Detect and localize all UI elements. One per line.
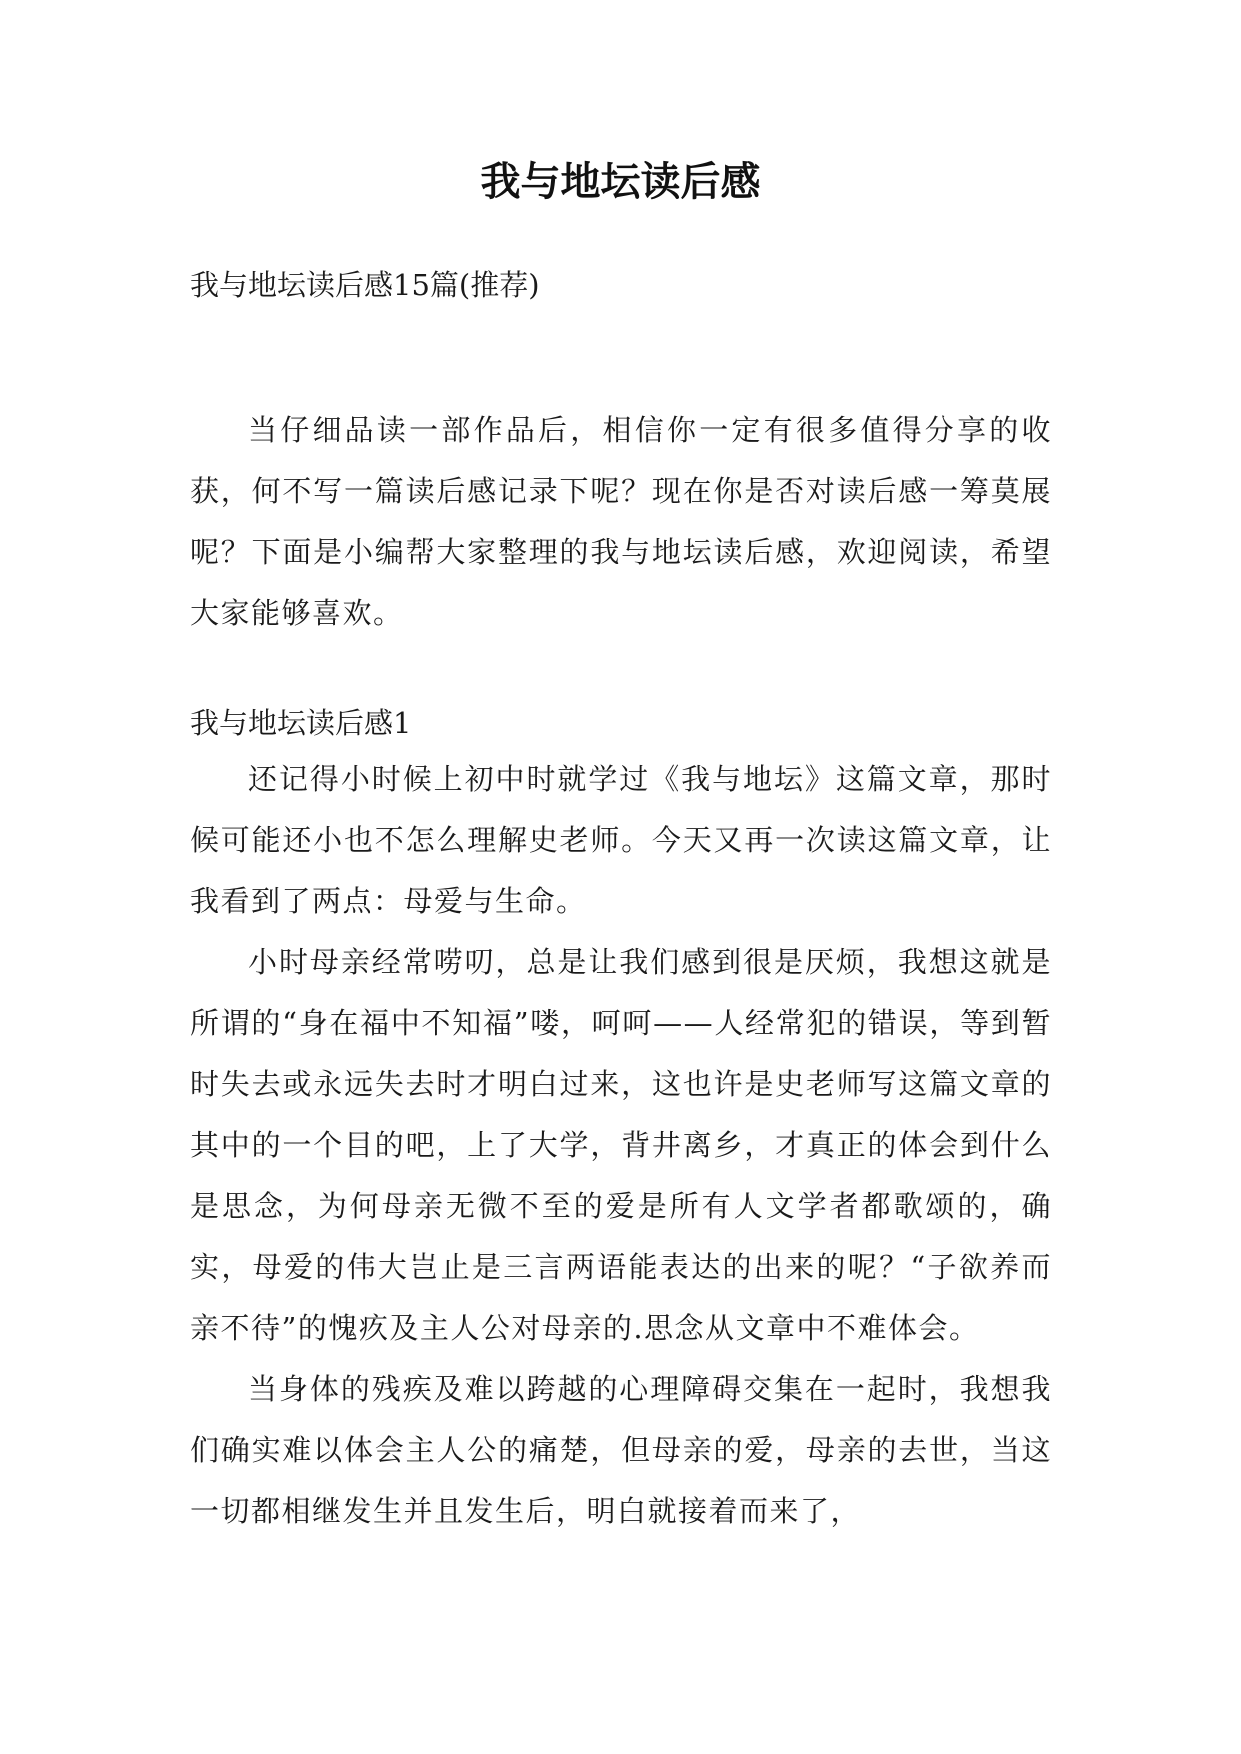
document-title: 我与地坛读后感 xyxy=(480,159,761,205)
body-paragraph: 小时母亲经常唠叨，总是让我们感到很是厌烦，我想这就是所谓的“身在福中不知福”喽，呵呵——人经常犯的错误，等到暂时失去或永远失去时才明白过来，这也许是史老师写这篇文章的其中的一个目的吧，上了大学，背井离乡，才真正的体会到什么是思念，为何母亲无微不至的爱是所有人文学者都歌颂的，确实，母爱的伟大岂止是三言两语能表达的出来的呢？“子欲养而亲不待”的愧疚及主人公对母亲的.思念从文章中不难体会。 xyxy=(190,945,1052,1345)
section-heading: 我与地坛读后感1 xyxy=(190,706,412,740)
intro-paragraph: 当仔细品读一部作品后，相信你一定有很多值得分享的收获，何不写一篇读后感记录下呢？现在你是否对读后感一筹莫展呢？下面是小编帮大家整理的我与地坛读后感，欢迎阅读，希望大家能够喜欢。 xyxy=(190,413,1052,630)
body-paragraph: 还记得小时候上初中时就学过《我与地坛》这篇文章，那时候可能还小也不怎么理解史老师。今天又再一次读这篇文章，让我看到了两点：母爱与生命。 xyxy=(190,762,1052,918)
intro-block xyxy=(190,400,1052,644)
document-subtitle: 我与地坛读后感15篇(推荐) xyxy=(190,268,540,302)
section-body xyxy=(190,749,1052,1542)
body-paragraph: 当身体的残疾及难以跨越的心理障碍交集在一起时，我想我们确实难以体会主人公的痛楚，但母亲的爱，母亲的去世，当这一切都相继发生并且发生后，明白就接着而来了， xyxy=(190,1372,1052,1528)
